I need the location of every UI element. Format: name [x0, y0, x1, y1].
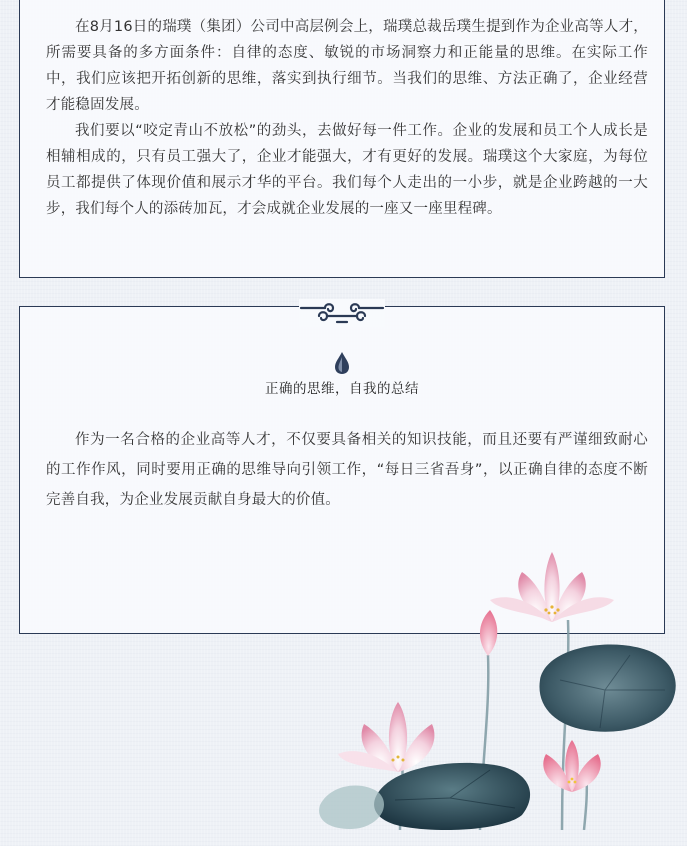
water-drop-icon: [332, 351, 352, 375]
intro-paragraph-1: 在8月16日的瑞璞（集团）公司中高层例会上，瑞璞总裁岳璞生提到作为企业高等人才，所需要具备的多方面条件：自律的态度、敏锐的市场洞察力和正能量的思维。在实际工作中，我们应该把开拓创新的思维，落实到执行细节。当我们的思维、方法正确了，企业经营才能稳固发展。: [46, 19, 648, 113]
summary-paragraph-1: 作为一名合格的企业高等人才，不仅要具备相关的知识技能，而且还要有严谨细致耐心的工作作风，同时要用正确的思维导向引领工作，“每日三省吾身”，以正确自律的态度不断完善自我，为企业发展贡献自身最大的价值。: [46, 432, 648, 508]
section-heading: 正确的思维，自我的总结: [265, 381, 419, 397]
text-box-summary: [19, 306, 665, 634]
summary-content: [46, 425, 648, 515]
text-box-intro: [19, 0, 665, 278]
intro-content: [46, 14, 648, 222]
intro-paragraph-2: 我们要以“咬定青山不放松”的劲头，去做好每一件工作。企业的发展和员工个人成长是相辅相成的，只有员工强大了，企业才能强大，才有更好的发展。瑞璞这个大家庭，为每位员工都提供了体现价值和展示才华的平台。我们每个人走出的一小步，就是企业跨越的一大步，我们每个人的添砖加瓦，才会成就企业发展的一座又一座里程碑。: [46, 123, 648, 217]
cloud-scroll-icon: [299, 299, 385, 327]
